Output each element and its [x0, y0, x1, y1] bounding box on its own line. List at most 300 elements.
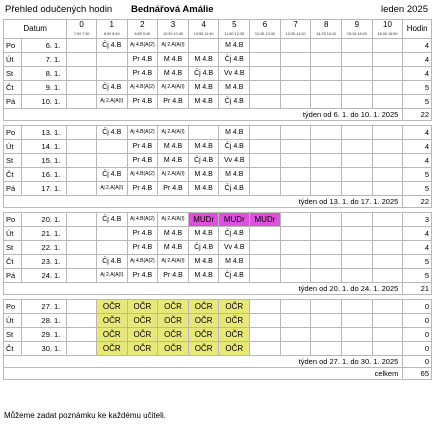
lesson-cell [280, 154, 311, 168]
lesson-cell [188, 126, 219, 140]
lesson-cell: M 4.B [219, 255, 250, 269]
lesson-cell: OČR [219, 342, 250, 356]
lesson-cell [280, 140, 311, 154]
lesson-cell [250, 126, 281, 140]
lesson-cell [67, 241, 97, 255]
datum-header: Datum [4, 20, 67, 39]
period-time: 14:25 15:10 [311, 30, 342, 39]
lesson-cell [67, 67, 97, 81]
day-date: 24. 1. [22, 269, 67, 283]
lesson-cell [342, 300, 373, 314]
lesson-cell: M 4.B [158, 53, 189, 67]
lesson-cell: Čj 4.B [219, 182, 250, 196]
lesson-cell: Pr 4.B [127, 67, 158, 81]
lesson-cell: OČR [158, 328, 189, 342]
lesson-cell [372, 227, 403, 241]
lesson-cell [67, 342, 97, 356]
lesson-cell: M 4.B [188, 168, 219, 182]
lesson-cell [311, 168, 342, 182]
day-row [4, 213, 432, 227]
lesson-cell [372, 213, 403, 227]
day-date: 8. 1. [22, 67, 67, 81]
lesson-cell: M 4.B [188, 140, 219, 154]
teacher-note: Můžeme zadat poznámku ke každému učiteli. [4, 411, 166, 420]
lesson-cell: Vv 4.B [219, 241, 250, 255]
day-name: Pá [4, 182, 22, 196]
lesson-cell [342, 67, 373, 81]
lesson-cell: Čj 4.B [96, 255, 127, 269]
lesson-cell [280, 95, 311, 109]
day-hours: 4 [403, 126, 432, 140]
day-date: 14. 1. [22, 140, 67, 154]
lesson-cell: Pr 4.B [127, 53, 158, 67]
day-hours: 4 [403, 227, 432, 241]
day-date: 23. 1. [22, 255, 67, 269]
lesson-cell [67, 213, 97, 227]
day-hours: 4 [403, 67, 432, 81]
lesson-cell [96, 53, 127, 67]
hodin-header: Hodin [403, 20, 432, 39]
lesson-cell: Čj 4.B [219, 227, 250, 241]
lesson-cell: Aj 4.B(A(2) [127, 168, 158, 182]
lesson-cell: OČR [127, 328, 158, 342]
lesson-cell [250, 53, 281, 67]
lesson-cell [250, 81, 281, 95]
period-number: 1 [96, 20, 127, 31]
period-time: 15:15 16:00 [342, 30, 373, 39]
lesson-cell: Čj 4.B [219, 53, 250, 67]
lesson-cell [280, 126, 311, 140]
day-hours: 0 [403, 328, 432, 342]
hours-table [3, 19, 432, 380]
period-time: 10:55 11:40 [188, 30, 219, 39]
lesson-cell [342, 241, 373, 255]
lesson-cell [342, 213, 373, 227]
lesson-cell: OČR [158, 314, 189, 328]
lesson-cell [311, 53, 342, 67]
day-name: St [4, 328, 22, 342]
day-name: Čt [4, 81, 22, 95]
day-name: Po [4, 300, 22, 314]
lesson-cell: OČR [127, 314, 158, 328]
day-row [4, 168, 432, 182]
lesson-cell [280, 81, 311, 95]
lesson-cell: Čj 4.B [96, 168, 127, 182]
lesson-cell [96, 67, 127, 81]
week-summary-row [4, 196, 432, 208]
lesson-cell: Aj 2.A(A(I) [158, 213, 189, 227]
total-row [4, 368, 432, 380]
lesson-cell: OČR [96, 300, 127, 314]
day-name: Út [4, 140, 22, 154]
lesson-cell [342, 53, 373, 67]
week-total: 22 [403, 196, 432, 208]
lesson-cell [311, 140, 342, 154]
lesson-cell: Aj 2.A(A(I) [158, 39, 189, 53]
lesson-cell: MUDr [219, 213, 250, 227]
lesson-cell [372, 342, 403, 356]
lesson-cell: Čj 4.B [219, 95, 250, 109]
lesson-cell [372, 300, 403, 314]
lesson-cell [372, 140, 403, 154]
day-row [4, 182, 432, 196]
lesson-cell [280, 328, 311, 342]
lesson-cell [372, 81, 403, 95]
lesson-cell [372, 269, 403, 283]
day-row [4, 39, 432, 53]
lesson-cell: M 4.B [188, 182, 219, 196]
lesson-cell: Čj 4.B [96, 213, 127, 227]
lesson-cell [280, 269, 311, 283]
lesson-cell [342, 168, 373, 182]
lesson-cell [67, 255, 97, 269]
lesson-cell [280, 53, 311, 67]
day-hours: 4 [403, 39, 432, 53]
day-name: St [4, 67, 22, 81]
day-date: 28. 1. [22, 314, 67, 328]
period-time: 16:05 16:50 [372, 30, 403, 39]
week-label: týden od 27. 1. do 30. 1. 2025 [4, 356, 403, 368]
lesson-cell: M 4.B [219, 168, 250, 182]
lesson-cell: Aj 2.A(A(I) [158, 81, 189, 95]
day-name: Út [4, 53, 22, 67]
lesson-cell [311, 255, 342, 269]
lesson-cell [342, 126, 373, 140]
day-row [4, 81, 432, 95]
lesson-cell [67, 140, 97, 154]
period-number: 3 [158, 20, 189, 31]
lesson-cell [342, 314, 373, 328]
lesson-cell: Čj 4.B [219, 140, 250, 154]
lesson-cell [67, 53, 97, 67]
lesson-cell: MUDr [188, 213, 219, 227]
lesson-cell [250, 140, 281, 154]
lesson-cell [250, 314, 281, 328]
lesson-cell [342, 140, 373, 154]
lesson-cell [311, 154, 342, 168]
lesson-cell [250, 154, 281, 168]
period-number: 10 [372, 20, 403, 31]
lesson-cell: OČR [188, 300, 219, 314]
week-label: týden od 20. 1. do 24. 1. 2025 [4, 283, 403, 295]
lesson-cell: Čj 4.B [188, 241, 219, 255]
day-row [4, 140, 432, 154]
lesson-cell [250, 95, 281, 109]
lesson-cell: Čj 4.B [96, 39, 127, 53]
lesson-cell [250, 342, 281, 356]
lesson-cell: OČR [96, 314, 127, 328]
day-hours: 3 [403, 213, 432, 227]
day-hours: 4 [403, 53, 432, 67]
lesson-cell [280, 67, 311, 81]
lesson-cell [311, 213, 342, 227]
lesson-cell: M 4.B [158, 241, 189, 255]
lesson-cell: Čj 4.B [219, 269, 250, 283]
lesson-cell [96, 140, 127, 154]
lesson-cell: Aj 4.B(A(2) [127, 39, 158, 53]
lesson-cell [311, 241, 342, 255]
lesson-cell [372, 255, 403, 269]
lesson-cell [67, 328, 97, 342]
lesson-cell [372, 154, 403, 168]
day-row [4, 67, 432, 81]
lesson-cell: Čj 4.B [188, 67, 219, 81]
lesson-cell [250, 328, 281, 342]
day-hours: 5 [403, 95, 432, 109]
lesson-cell: Pr 4.B [158, 182, 189, 196]
period-number: 0 [67, 20, 97, 31]
lesson-cell [342, 95, 373, 109]
day-row [4, 255, 432, 269]
lesson-cell [67, 95, 97, 109]
period-number: 6 [250, 20, 281, 31]
lesson-cell [250, 269, 281, 283]
lesson-cell [67, 300, 97, 314]
lesson-cell [280, 227, 311, 241]
lesson-cell: OČR [127, 342, 158, 356]
lesson-cell: M 4.B [188, 227, 219, 241]
day-date: 15. 1. [22, 154, 67, 168]
period-time: 13:35 14:20 [280, 30, 311, 39]
day-hours: 5 [403, 182, 432, 196]
day-name: Út [4, 227, 22, 241]
lesson-cell [311, 314, 342, 328]
lesson-cell: Pr 4.B [127, 140, 158, 154]
lesson-cell [250, 182, 281, 196]
day-row [4, 95, 432, 109]
day-date: 21. 1. [22, 227, 67, 241]
lesson-cell [67, 154, 97, 168]
week-total: 22 [403, 109, 432, 121]
lesson-cell [372, 314, 403, 328]
day-date: 29. 1. [22, 328, 67, 342]
lesson-cell [96, 241, 127, 255]
lesson-cell: OČR [188, 328, 219, 342]
lesson-cell [372, 95, 403, 109]
day-name: St [4, 154, 22, 168]
lesson-cell [96, 154, 127, 168]
day-hours: 4 [403, 241, 432, 255]
lesson-cell: Aj 2.A(A(I) [96, 95, 127, 109]
lesson-cell: Pr 4.B [127, 241, 158, 255]
day-name: Út [4, 314, 22, 328]
day-date: 30. 1. [22, 342, 67, 356]
day-date: 7. 1. [22, 53, 67, 67]
lesson-cell [342, 39, 373, 53]
lesson-cell: M 4.B [219, 126, 250, 140]
lesson-cell [311, 227, 342, 241]
lesson-cell [372, 241, 403, 255]
period-time: 10:00 10:45 [158, 30, 189, 39]
day-date: 6. 1. [22, 39, 67, 53]
lesson-cell [280, 255, 311, 269]
day-name: Čt [4, 342, 22, 356]
day-name: Po [4, 126, 22, 140]
lesson-cell [342, 182, 373, 196]
lesson-cell [372, 53, 403, 67]
day-hours: 5 [403, 255, 432, 269]
lesson-cell [67, 168, 97, 182]
total-value: 65 [403, 368, 432, 380]
lesson-cell: Aj 2.A(A(I) [96, 269, 127, 283]
lesson-cell: OČR [158, 342, 189, 356]
lesson-cell: M 4.B [158, 140, 189, 154]
lesson-cell [280, 241, 311, 255]
day-hours: 5 [403, 269, 432, 283]
lesson-cell [311, 182, 342, 196]
day-name: Pá [4, 95, 22, 109]
week-summary-row [4, 283, 432, 295]
lesson-cell: OČR [188, 314, 219, 328]
lesson-cell: M 4.B [188, 81, 219, 95]
total-label: celkem [4, 368, 403, 380]
lesson-cell [280, 39, 311, 53]
lesson-cell [372, 328, 403, 342]
lesson-cell [372, 126, 403, 140]
lesson-cell: M 4.B [158, 154, 189, 168]
lesson-cell: Pr 4.B [158, 269, 189, 283]
lesson-cell: M 4.B [188, 255, 219, 269]
lesson-cell [311, 81, 342, 95]
lesson-cell [342, 81, 373, 95]
day-date: 20. 1. [22, 213, 67, 227]
period-number: 4 [188, 20, 219, 31]
period-time: 8:55 9:40 [127, 30, 158, 39]
lesson-cell [342, 255, 373, 269]
lesson-cell [280, 300, 311, 314]
day-row [4, 126, 432, 140]
lesson-cell: Aj 2.A(A(I) [96, 182, 127, 196]
lesson-cell [311, 95, 342, 109]
lesson-cell: Aj 4.B(A(2) [127, 213, 158, 227]
lesson-cell [311, 269, 342, 283]
day-name: Po [4, 213, 22, 227]
lesson-cell [372, 67, 403, 81]
lesson-cell: OČR [96, 342, 127, 356]
period-time: 7:00 7:30 [67, 30, 97, 39]
lesson-cell: M 4.B [219, 81, 250, 95]
report-title: Přehled odučených hodin [5, 4, 113, 15]
day-name: Po [4, 39, 22, 53]
lesson-cell [342, 227, 373, 241]
lesson-cell: Aj 4.B(A(2) [127, 255, 158, 269]
period-number: 9 [342, 20, 373, 31]
lesson-cell: OČR [219, 314, 250, 328]
lesson-cell: M 4.B [188, 53, 219, 67]
lesson-cell: Aj 2.A(A(I) [158, 168, 189, 182]
lesson-cell: M 4.B [158, 67, 189, 81]
lesson-cell: Čj 4.B [96, 81, 127, 95]
day-hours: 4 [403, 154, 432, 168]
report-period: leden 2025 [380, 4, 428, 15]
day-row [4, 154, 432, 168]
lesson-cell: Vv 4.B [219, 154, 250, 168]
lesson-cell [280, 342, 311, 356]
lesson-cell [342, 328, 373, 342]
lesson-cell [280, 213, 311, 227]
lesson-cell [342, 154, 373, 168]
lesson-cell [67, 227, 97, 241]
day-row [4, 227, 432, 241]
lesson-cell [250, 168, 281, 182]
lesson-cell: OČR [158, 300, 189, 314]
lesson-cell [67, 182, 97, 196]
lesson-cell: Pr 4.B [127, 269, 158, 283]
lesson-cell [342, 342, 373, 356]
week-label: týden od 6. 1. do 10. 1. 2025 [4, 109, 403, 121]
day-hours: 5 [403, 168, 432, 182]
lesson-cell: Pr 4.B [127, 227, 158, 241]
lesson-cell [280, 314, 311, 328]
day-row [4, 53, 432, 67]
lesson-cell: Aj 4.B(A(2) [127, 81, 158, 95]
lesson-cell: OČR [96, 328, 127, 342]
day-date: 13. 1. [22, 126, 67, 140]
lesson-cell: M 4.B [188, 269, 219, 283]
day-date: 10. 1. [22, 95, 67, 109]
lesson-cell: Čj 4.B [188, 154, 219, 168]
lesson-cell [67, 39, 97, 53]
day-name: St [4, 241, 22, 255]
period-time: 11:50 12:35 [219, 30, 250, 39]
lesson-cell: Pr 4.B [158, 95, 189, 109]
day-hours: 5 [403, 81, 432, 95]
header-row [4, 20, 432, 31]
lesson-cell [67, 126, 97, 140]
lesson-cell [67, 314, 97, 328]
week-summary-row [4, 356, 432, 368]
lesson-cell: OČR [188, 342, 219, 356]
day-date: 22. 1. [22, 241, 67, 255]
lesson-cell [311, 67, 342, 81]
period-number: 7 [280, 20, 311, 31]
lesson-cell [311, 342, 342, 356]
lesson-cell [280, 182, 311, 196]
lesson-cell [311, 39, 342, 53]
week-total: 21 [403, 283, 432, 295]
day-hours: 0 [403, 342, 432, 356]
period-number: 5 [219, 20, 250, 31]
day-row [4, 269, 432, 283]
day-row [4, 241, 432, 255]
lesson-cell [188, 39, 219, 53]
lesson-cell [372, 182, 403, 196]
lesson-cell [311, 300, 342, 314]
day-row [4, 342, 432, 356]
day-hours: 4 [403, 140, 432, 154]
day-name: Čt [4, 168, 22, 182]
lesson-cell: OČR [127, 300, 158, 314]
header-times-row [4, 30, 432, 39]
lesson-cell [372, 168, 403, 182]
lesson-cell: Čj 4.B [96, 126, 127, 140]
lesson-cell [250, 227, 281, 241]
lesson-cell [96, 227, 127, 241]
lesson-cell [250, 255, 281, 269]
lesson-cell [250, 241, 281, 255]
table-body [4, 20, 432, 380]
lesson-cell: M 4.B [188, 95, 219, 109]
lesson-cell: Pr 4.B [127, 182, 158, 196]
lesson-cell: M 4.B [219, 39, 250, 53]
lesson-cell: Vv 4.B [219, 67, 250, 81]
lesson-cell: Aj 4.B(A(2) [127, 126, 158, 140]
day-hours: 0 [403, 300, 432, 314]
period-time: 8:00 8:45 [96, 30, 127, 39]
period-number: 2 [127, 20, 158, 31]
day-date: 16. 1. [22, 168, 67, 182]
day-date: 17. 1. [22, 182, 67, 196]
